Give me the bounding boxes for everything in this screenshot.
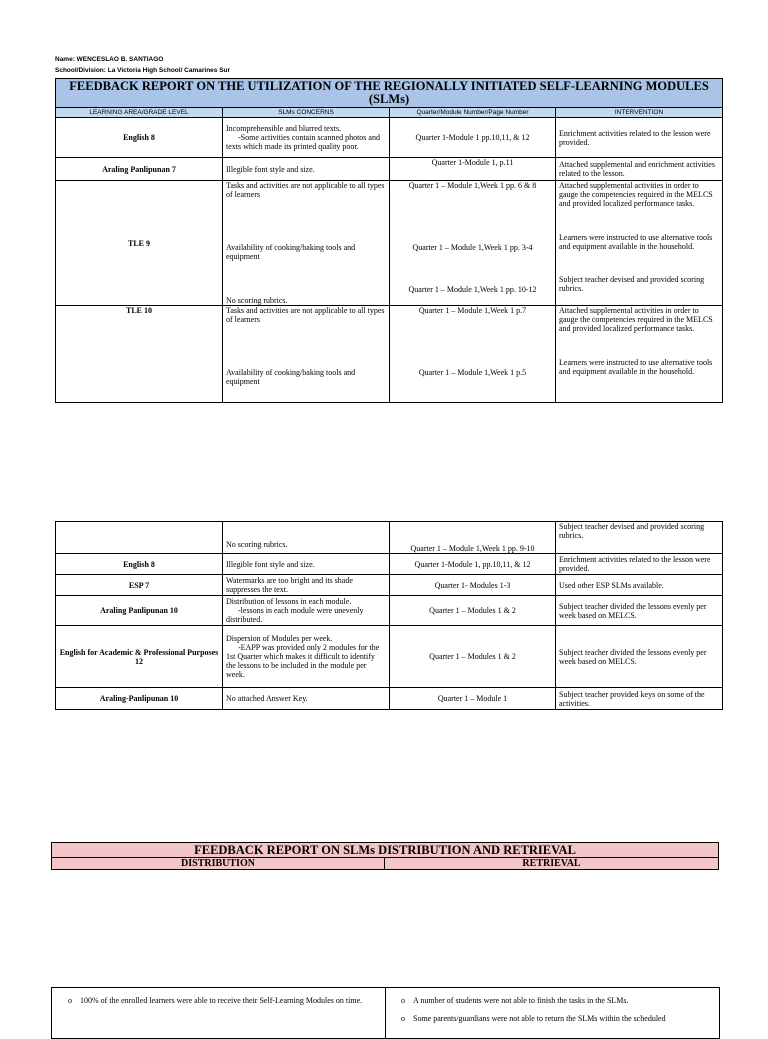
module-cell: Quarter 1-Module 1 pp.10,11, & 12 [390,118,556,158]
module-text: Quarter 1 – Module 1,Week 1 pp. 3-4 [412,243,533,252]
intervention-cell: Subject teacher divided the lessons evenly per week based on MELCS. [556,626,723,688]
column-header-retrieval: RETRIEVAL [385,858,719,870]
module-cell: Quarter 1-Module 1, pp.10,11, & 12 [390,554,556,575]
column-header-concerns: SLMs CONCERNS [223,108,390,118]
bullet-icon: o [401,996,405,1005]
concern-text: Dispersion of Modules per week. [226,634,333,643]
column-divider [385,988,386,1038]
table-row [56,554,723,575]
table-row [56,306,723,403]
concern-text: Availability of cooking/baking tools and equipment [226,243,356,261]
module-cell: Quarter 1 – Module 1 [390,688,556,710]
table-row [56,158,723,181]
concern-text: Availability of cooking/baking tools and equipment [226,368,356,386]
intervention-text: Learners were instructed to use alternative tools and equipment available in the household. [559,233,713,251]
distribution-table-title: FEEDBACK REPORT ON SLMs DISTRIBUTION AND RETRIEVAL [52,843,719,858]
intervention-text: Subject teacher devised and provided scoring rubrics. [559,275,705,293]
concern-detail: -lessons in each module were unevenly distributed. [226,606,364,624]
list-item [401,1014,711,1024]
concern-text: Incomprehensible and blurred texts. [226,124,342,133]
distribution-table [51,842,719,870]
column-header-module: Quarter/Module Number/Page Number [390,108,556,118]
module-text: Quarter 1 – Module 1,Week 1 p.7 [418,306,527,315]
concern-cell [223,596,390,626]
utilization-table [55,78,723,403]
module-cell: Quarter 1-Module 1, p.11 [390,158,556,181]
module-cell: Quarter 1- Modules 1-3 [390,575,556,596]
intervention-text: Attached supplemental activities in order to gauge the competencies required in the MELCS and provided localized performance tasks. [559,306,713,333]
concern-text: Tasks and activities are not applicable to all types of learners [226,181,385,199]
subject-cell: English for Academic & Professional Purposes 12 [56,626,223,688]
table-row [56,688,723,710]
column-header-distribution: DISTRIBUTION [52,858,385,870]
concern-detail: -Some activities contain scanned photos and texts which made its printed quality poor. [226,133,380,151]
table-row [56,596,723,626]
module-text: Quarter 1 – Module 1,Week 1 p.5 [418,368,527,377]
list-item [68,996,373,1006]
distribution-column [68,996,373,1014]
concern-cell [223,306,390,403]
utilization-table-continued [55,521,723,710]
intervention-cell: Subject teacher provided keys on some of the activities. [556,688,723,710]
concern-cell: Illegible font style and size. [223,158,390,181]
module-text: Quarter 1 – Module 1,Week 1 pp. 10-12 [408,285,537,294]
subject-cell: TLE 10 [56,306,223,403]
table-row [56,575,723,596]
concern-cell: Illegible font style and size. [223,554,390,575]
table-row [56,522,723,554]
subject-cell: TLE 9 [56,181,223,306]
concern-cell: Watermarks are too bright and its shade suppresses the text. [223,575,390,596]
concern-detail: -EAPP was provided only 2 modules for the 1st Quarter which makes it difficult to identify the lessons to be included in the module per week. [226,643,380,679]
intervention-cell [556,181,723,306]
concern-cell: No scoring rubrics. [223,522,390,554]
subject-cell: Araling Panlipunan 7 [56,158,223,181]
module-text: Quarter 1 – Module 1,Week 1 pp. 6 & 8 [408,181,537,190]
name-line: Name: WENCESLAO B. SANTIAGO [55,56,164,63]
concern-text: No scoring rubrics. [226,296,288,305]
intervention-cell: Subject teacher devised and provided scoring rubrics. [556,522,723,554]
intervention-cell: Attached supplemental and enrichment activities related to the lesson. [556,158,723,181]
concern-text: Tasks and activities are not applicable to all types of learners [226,306,385,324]
retrieval-text: Some parents/guardians were not able to return the SLMs within the scheduled [413,1014,666,1023]
retrieval-column [401,996,711,1032]
bullet-icon: o [68,996,72,1005]
table-row [56,181,723,306]
intervention-cell: Enrichment activities related to the lesson were provided. [556,554,723,575]
distribution-retrieval-box [51,987,720,1039]
module-cell: Quarter 1 – Module 1,Week 1 pp. 9-10 [390,522,556,554]
module-cell: Quarter 1 – Modules 1 & 2 [390,626,556,688]
intervention-cell: Enrichment activities related to the lesson were provided. [556,118,723,158]
concern-cell [223,626,390,688]
concern-cell: No attached Answer Key. [223,688,390,710]
subject-cell: Araling-Panlipunan 10 [56,688,223,710]
column-header-intervention: INTERVENTION [556,108,723,118]
subject-cell [56,522,223,554]
module-cell [390,306,556,403]
subject-cell: ESP 7 [56,575,223,596]
intervention-text: Attached supplemental activities in order to gauge the competencies required in the MELCS and provided localized performance tasks. [559,181,713,208]
subject-cell: English 8 [56,118,223,158]
intervention-cell [556,306,723,403]
table-row [56,118,723,158]
distribution-text: 100% of the enrolled learners were able to receive their Self-Learning Modules on time. [80,996,363,1005]
intervention-text: Learners were instructed to use alternative tools and equipment available in the household. [559,358,713,376]
list-item [401,996,711,1006]
column-header-area: LEARNING AREA/GRADE LEVEL [56,108,223,118]
module-cell: Quarter 1 – Modules 1 & 2 [390,596,556,626]
intervention-cell: Subject teacher divided the lessons evenly per week based on MELCS. [556,596,723,626]
subject-cell: Araling Panlipunan 10 [56,596,223,626]
subject-cell: English 8 [56,554,223,575]
concern-cell [223,118,390,158]
school-line: School/Division: La Victoria High School/ Camarines Sur [55,67,231,74]
bullet-icon: o [401,1014,405,1023]
concern-text: Distribution of lessons in each module. [226,597,352,606]
concern-cell [223,181,390,306]
table-title: FEEDBACK REPORT ON THE UTILIZATION OF THE REGIONALLY INITIATED SELF-LEARNING MODULES (SLMs) [56,79,723,108]
table-row [56,626,723,688]
module-cell [390,181,556,306]
intervention-cell: Used other ESP SLMs available. [556,575,723,596]
retrieval-text: A number of students were not able to finish the tasks in the SLMs. [413,996,629,1005]
